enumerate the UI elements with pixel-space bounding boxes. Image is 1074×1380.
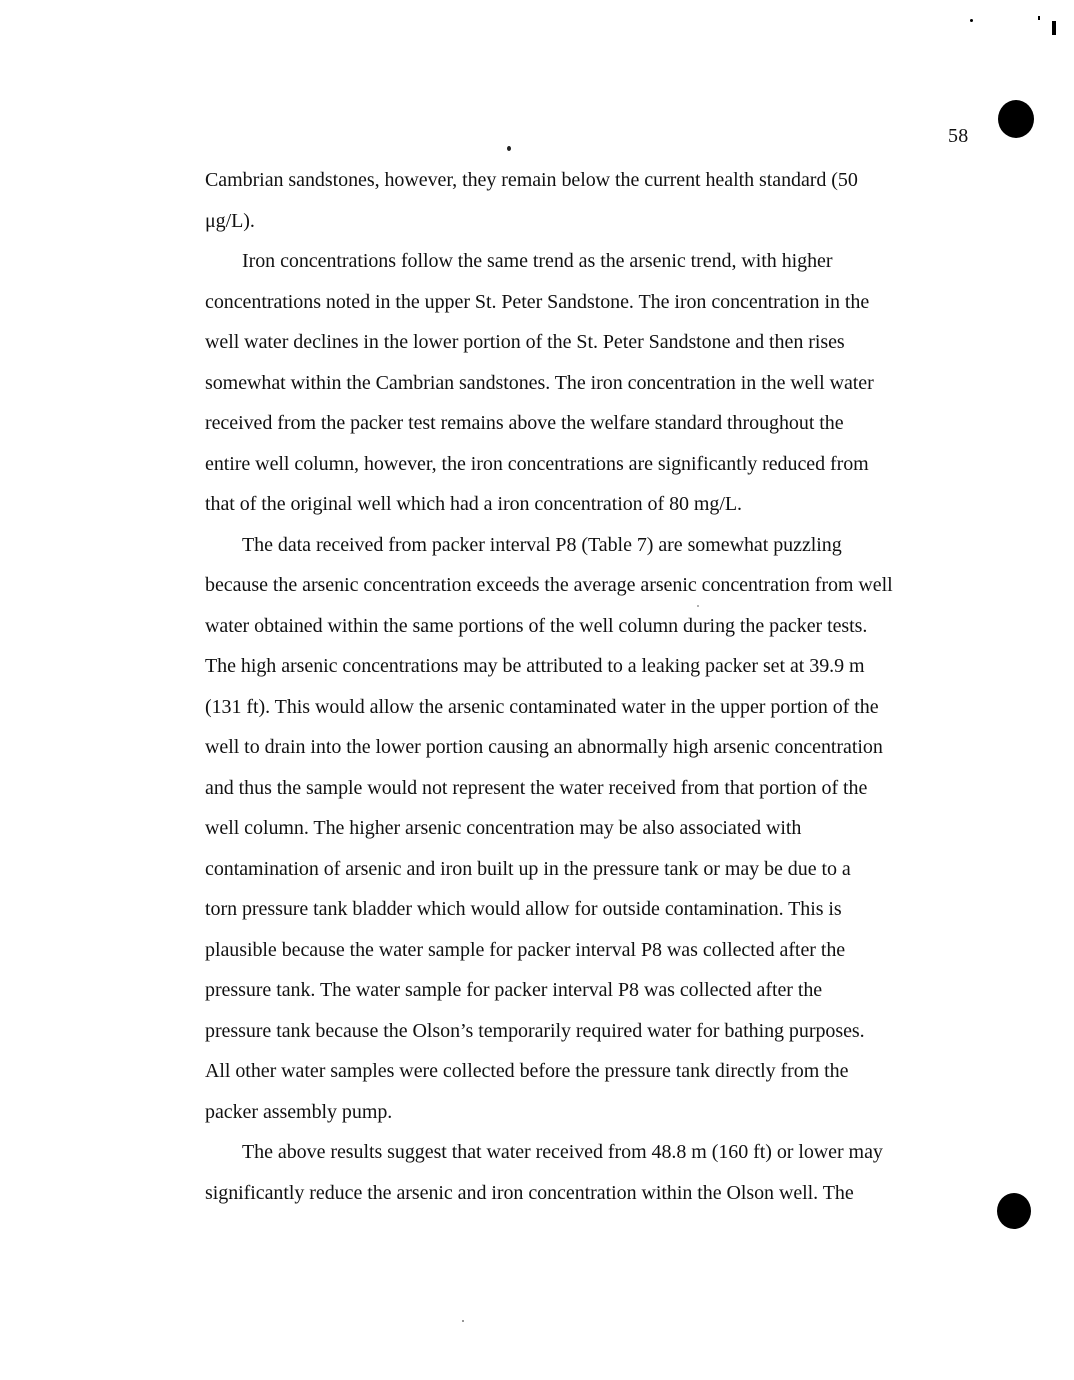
text-line: pressure tank. The water sample for packer interval P8 was collected after the	[205, 979, 823, 1001]
text-line: well to drain into the lower portion causing an abnormally high arsenic concentration	[205, 736, 883, 758]
text-line: Iron concentrations follow the same trend as the arsenic trend, with higher	[242, 250, 833, 272]
text-line: water obtained within the same portions of the well column during the packer tests.	[205, 614, 868, 637]
text-line: plausible because the water sample for packer interval P8 was collected after the	[205, 938, 846, 961]
text-line: The data received from packer interval P8 (Table 7) are somewhat puzzling	[242, 533, 842, 556]
body-text	[205, 160, 975, 1213]
scan-speck	[507, 146, 511, 151]
text-line: that of the original well which had a iron concentration of 80 mg/L.	[205, 493, 743, 515]
scan-mark	[1052, 21, 1056, 35]
paragraph	[205, 525, 975, 1133]
text-line: received from the packer test remains above the welfare standard throughout the	[205, 412, 844, 434]
text-line: (131 ft). This would allow the arsenic contaminated water in the upper portion of the	[205, 695, 879, 718]
paragraph	[205, 1132, 975, 1213]
text-line: contamination of arsenic and iron built up in the pressure tank or may be due to a	[205, 857, 851, 880]
paragraph	[205, 160, 975, 241]
text-line: The above results suggest that water received from 48.8 m (160 ft) or lower may	[242, 1141, 883, 1163]
text-line: pressure tank because the Olson’s temporarily required water for bathing purposes.	[205, 1019, 865, 1042]
punch-hole-bottom	[997, 1193, 1031, 1229]
text-line: significantly reduce the arsenic and iron concentration within the Olson well. The	[205, 1181, 854, 1204]
text-line: somewhat within the Cambrian sandstones. The iron concentration in the well water	[205, 371, 874, 394]
page-number: 58	[948, 125, 969, 147]
text-line: and thus the sample would not represent the water received from that portion of the	[205, 776, 868, 799]
text-line: because the arsenic concentration exceeds the average arsenic concentration from well	[205, 574, 893, 596]
scan-mark	[970, 19, 973, 22]
text-line: torn pressure tank bladder which would allow for outside contamination. This is	[205, 898, 842, 920]
scan-speck	[462, 1320, 464, 1322]
text-line: entire well column, however, the iron concentrations are significantly reduced from	[205, 452, 869, 475]
punch-hole-top	[998, 100, 1034, 138]
text-line: well column. The higher arsenic concentration may be also associated with	[205, 817, 802, 839]
text-line: μg/L).	[205, 209, 255, 232]
scan-mark	[1038, 16, 1040, 20]
text-line: The high arsenic concentrations may be attributed to a leaking packer set at 39.9 m	[205, 655, 865, 677]
text-line: packer assembly pump.	[205, 1100, 393, 1123]
text-line: Cambrian sandstones, however, they remain below the current health standard (50	[205, 169, 858, 191]
text-line: well water declines in the lower portion of the St. Peter Sandstone and then rises	[205, 331, 845, 353]
paragraph	[205, 241, 975, 525]
text-line: concentrations noted in the upper St. Peter Sandstone. The iron concentration in the	[205, 290, 870, 313]
text-line: All other water samples were collected before the pressure tank directly from the	[205, 1060, 849, 1082]
